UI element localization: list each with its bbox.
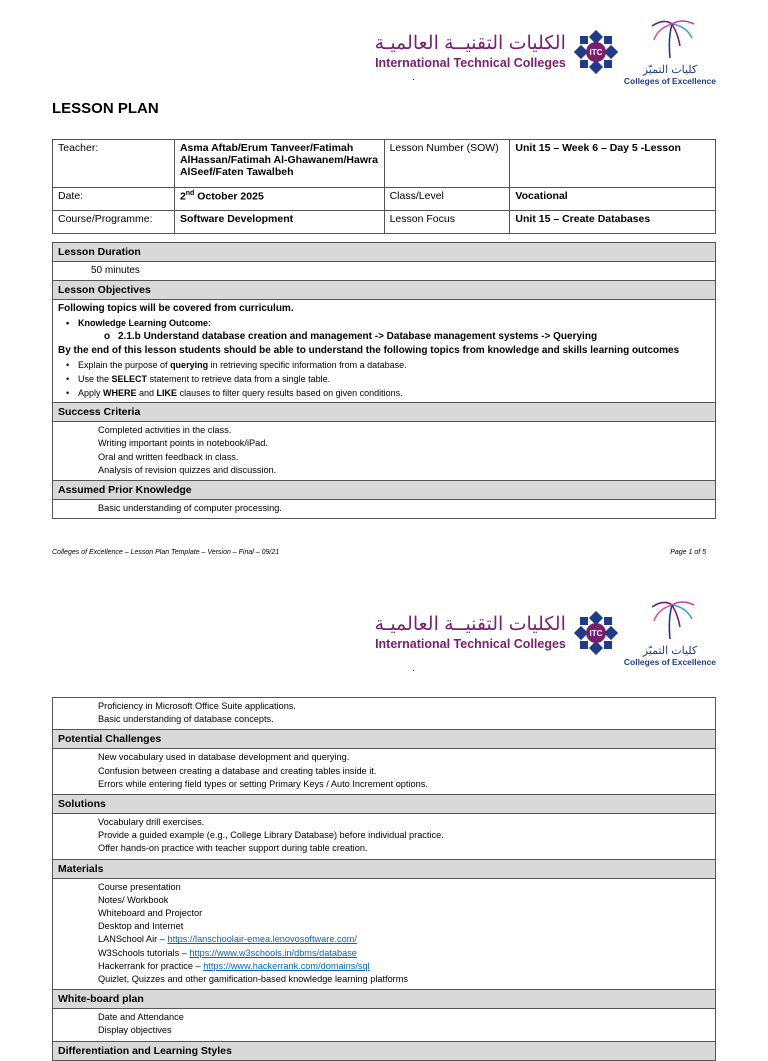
date-label: Date: bbox=[53, 188, 175, 211]
header-dot: . bbox=[412, 663, 415, 674]
coe-logo bbox=[624, 18, 716, 86]
itc-logo-text bbox=[375, 614, 566, 652]
whiteboard-header: White-board plan bbox=[53, 990, 716, 1009]
course-label: Course/Programme: bbox=[53, 211, 175, 234]
list-item: Completed activities in the class. bbox=[98, 425, 232, 436]
itc-badge-text: ITC bbox=[589, 48, 603, 57]
header-logos-page2 bbox=[375, 599, 716, 667]
objectives-bullet: • Knowledge Learning Outcome: bbox=[58, 316, 710, 330]
header-dot: . bbox=[412, 72, 415, 83]
whiteboard-body bbox=[53, 1009, 716, 1041]
footer-page-number: Page 1 of 5 bbox=[670, 549, 706, 556]
prior-knowledge-body bbox=[53, 500, 716, 519]
materials-header: Materials bbox=[53, 859, 716, 878]
objective-item: • Apply WHERE and LIKE clauses to filter query results based on given conditions. bbox=[58, 386, 710, 400]
list-item: New vocabulary used in database development and querying. bbox=[98, 752, 350, 763]
teacher-value: Asma Aftab/Erum Tanveer/Fatimah AlHassan/Fatimah Al-Ghawanem/Hawra AlSeef/Faten Tawalbeh bbox=[174, 140, 384, 188]
prior-knowledge-header: Assumed Prior Knowledge bbox=[53, 481, 716, 500]
solutions-body bbox=[53, 814, 716, 860]
solutions-header: Solutions bbox=[53, 795, 716, 814]
list-item: Confusion between creating a database and creating tables inside it. bbox=[98, 765, 377, 776]
objective-item: • Explain the purpose of querying in retrieving specific information from a database. bbox=[58, 358, 710, 372]
palm-icon bbox=[642, 599, 698, 639]
teacher-label: Teacher: bbox=[53, 140, 175, 188]
itc-logo-text bbox=[375, 33, 566, 71]
list-item: Course presentation bbox=[98, 881, 181, 892]
focus-label: Lesson Focus bbox=[384, 211, 510, 234]
list-item: Whiteboard and Projector bbox=[98, 908, 203, 919]
objective-item: • Use the SELECT statement to retrieve data from a single table. bbox=[58, 372, 710, 386]
lesson-number-value: Unit 15 – Week 6 – Day 5 -Lesson bbox=[510, 140, 716, 188]
lesson-details-table-continued bbox=[52, 697, 716, 1061]
list-item: Writing important points in notebook/iPad. bbox=[98, 438, 268, 449]
itc-badge-text: ITC bbox=[589, 629, 603, 638]
list-item: Provide a guided example (e.g., College Library Database) before individual practice. bbox=[98, 830, 444, 841]
list-item: Display objectives bbox=[98, 1025, 172, 1036]
challenges-body bbox=[53, 749, 716, 795]
list-item: Notes/ Workbook bbox=[98, 894, 169, 905]
list-item: Hackerrank for practice – https://www.hackerrank.com/domains/sql bbox=[98, 960, 370, 971]
w3schools-link[interactable]: https://www.w3schools.in/dbms/database bbox=[189, 947, 357, 958]
objectives-header: Lesson Objectives bbox=[53, 281, 716, 300]
list-item: Vocabulary drill exercises. bbox=[98, 817, 205, 828]
hackerrank-link[interactable]: https://www.hackerrank.com/domains/sql bbox=[203, 960, 370, 971]
lesson-number-label: Lesson Number (SOW) bbox=[384, 140, 510, 188]
coe-english-name: Colleges of Excellence bbox=[623, 657, 716, 667]
course-value: Software Development bbox=[174, 211, 384, 234]
itc-arabic-name: الكليات التقنيــة العالميـة bbox=[374, 614, 566, 635]
prior-knowledge-continued bbox=[53, 698, 716, 730]
coe-logo bbox=[624, 599, 716, 667]
itc-star-icon bbox=[574, 30, 618, 74]
footer-template-info: Colleges of Excellence – Lesson Plan Template – Version – Final – 09/21 bbox=[52, 549, 280, 556]
list-item: LANSchool Air – https://lanschoolair-emea.lenovosoftware.com/ bbox=[98, 934, 357, 945]
itc-english-name: International Technical Colleges bbox=[375, 637, 566, 651]
itc-star-icon bbox=[574, 611, 618, 655]
list-item: Basic understanding of computer processing. bbox=[98, 503, 282, 514]
coe-english-name: Colleges of Excellence bbox=[623, 76, 716, 86]
objectives-body bbox=[53, 300, 716, 403]
page-title: LESSON PLAN bbox=[52, 100, 159, 117]
list-item: Offer hands-on practice with teacher support during table creation. bbox=[98, 843, 368, 854]
objectives-sub-item: o 2.1.b Understand database creation and management -> Database management systems -> Querying bbox=[58, 330, 710, 344]
objectives-outcomes-intro: By the end of this lesson students should be able to understand the following topics from knowledge and skills learning outcomes bbox=[58, 345, 680, 357]
header-logos bbox=[375, 18, 716, 86]
materials-body bbox=[53, 878, 716, 990]
focus-value: Unit 15 – Create Databases bbox=[510, 211, 716, 234]
palm-icon bbox=[642, 18, 698, 58]
itc-english-name: International Technical Colleges bbox=[375, 56, 566, 70]
list-item: Basic understanding of database concepts. bbox=[98, 714, 274, 725]
list-item: Date and Attendance bbox=[98, 1012, 184, 1023]
coe-arabic-name: كليات التميّز bbox=[642, 645, 698, 657]
differentiation-header: Differentiation and Learning Styles bbox=[53, 1041, 716, 1060]
page-2 bbox=[0, 583, 768, 1057]
duration-value: 50 minutes bbox=[53, 262, 716, 281]
lanschool-link[interactable]: https://lanschoolair-emea.lenovosoftware.com/ bbox=[167, 934, 357, 945]
date-value: 2nd October 2025 bbox=[174, 188, 384, 211]
challenges-header: Potential Challenges bbox=[53, 730, 716, 749]
page-footer bbox=[52, 549, 706, 556]
lesson-info-table bbox=[52, 139, 716, 234]
class-label: Class/Level bbox=[384, 188, 510, 211]
duration-header: Lesson Duration bbox=[53, 243, 716, 262]
list-item: Oral and written feedback in class. bbox=[98, 451, 239, 462]
list-item: Desktop and Internet bbox=[98, 921, 184, 932]
coe-arabic-name: كليات التميّز bbox=[642, 64, 698, 76]
itc-arabic-name: الكليات التقنيــة العالميـة bbox=[374, 33, 566, 54]
list-item: W3Schools tutorials – https://www.w3schools.in/dbms/database bbox=[98, 947, 357, 958]
class-value: Vocational bbox=[510, 188, 716, 211]
list-item: Proficiency in Microsoft Office Suite applications. bbox=[98, 701, 296, 711]
success-body bbox=[53, 422, 716, 481]
objectives-intro: Following topics will be covered from curriculum. bbox=[58, 303, 294, 315]
success-header: Success Criteria bbox=[53, 403, 716, 422]
list-item: Analysis of revision quizzes and discussion. bbox=[98, 464, 277, 475]
list-item: Errors while entering field types or setting Primary Keys / Auto Increment options. bbox=[98, 778, 428, 789]
list-item: Quizlet, Quizzes and other gamification-based knowledge learning platforms bbox=[98, 974, 408, 985]
lesson-details-table bbox=[52, 242, 716, 519]
